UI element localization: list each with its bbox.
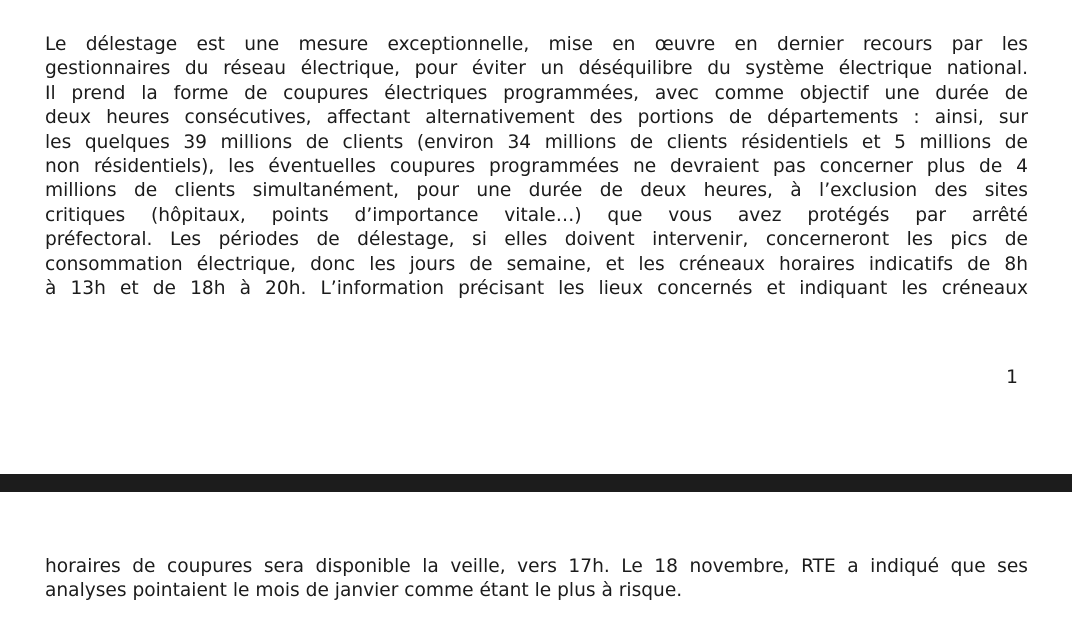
paragraph-line: deux heures consécutives, affectant alternativement des portions de départements : ainsi, sur: [45, 107, 1028, 129]
paragraph-line: non résidentiels), les éventuelles coupures programmées ne devraient pas concerner plus de 4: [45, 155, 1028, 177]
paragraph-line: Le délestage est une mesure exceptionnelle, mise en œuvre en dernier recours par les: [45, 34, 1028, 55]
paragraph-line: critiques (hôpitaux, points d’importance vitale…) que vous avez protégés par arrêté: [45, 204, 1028, 226]
page-number: 1: [1006, 367, 1018, 388]
paragraph-line: gestionnaires du réseau électrique, pour éviter un déséquilibre du système électrique national.: [45, 58, 1028, 80]
paragraph-line: analyses pointaient le mois de janvier comme étant le plus à risque.: [45, 580, 683, 602]
paragraph-line: préfectoral. Les périodes de délestage, si elles doivent intervenir, concerneront les pics de: [45, 229, 1028, 251]
paragraph-line: horaires de coupures sera disponible la veille, vers 17h. Le 18 novembre, RTE a indiqué que ses: [45, 556, 1028, 577]
page-separator: [0, 474, 1072, 492]
paragraph-line: à 13h et de 18h à 20h. L’information précisant les lieux concernés et indiquant les créneaux: [45, 277, 1028, 299]
paragraph-line: millions de clients simultanément, pour une durée de deux heures, à l’exclusion des sites: [45, 180, 1028, 202]
paragraph-continuation: [45, 555, 1028, 604]
paragraph-delestage: [45, 33, 1028, 301]
paragraph-line: les quelques 39 millions de clients (environ 34 millions de clients résidentiels et 5 millions de: [45, 131, 1028, 153]
paragraph-line: Il prend la forme de coupures électriques programmées, avec comme objectif une durée de: [45, 82, 1028, 104]
paragraph-line: consommation électrique, donc les jours de semaine, et les créneaux horaires indicatifs de 8h: [45, 253, 1028, 275]
document-page-2: [0, 492, 1072, 640]
